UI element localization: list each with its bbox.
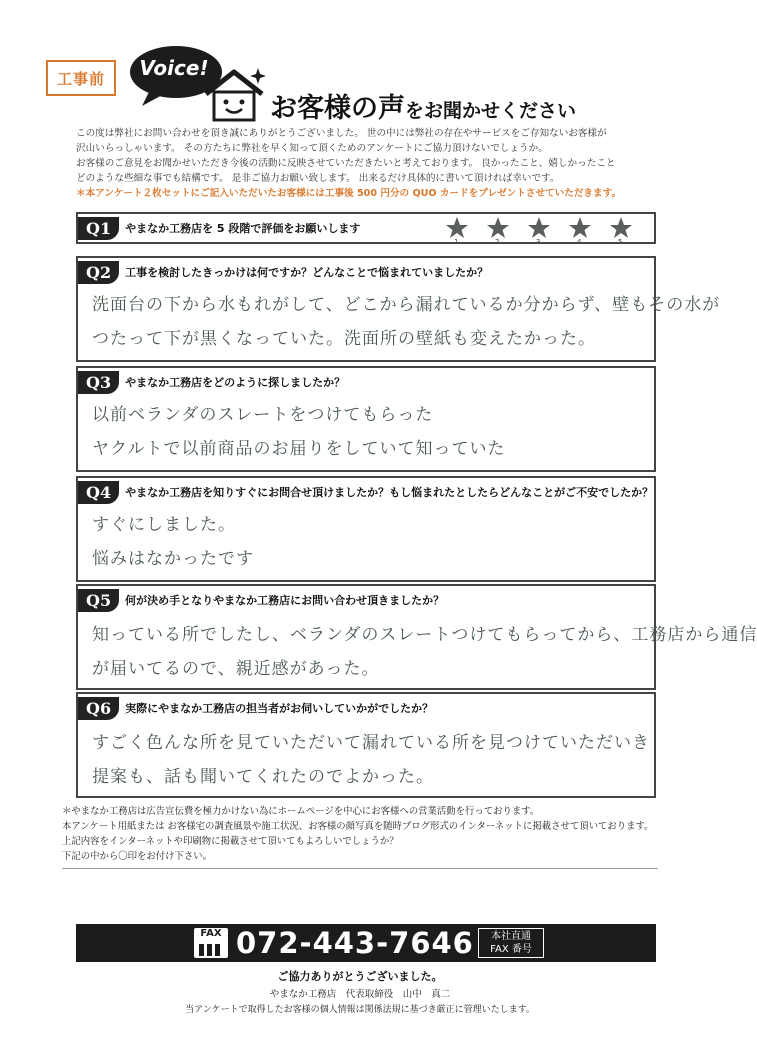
before-construction-label: 工事前: [46, 60, 116, 96]
intro-line: お客様のご意見をお聞かせいただき今後の活動に反映させていただきたいと考えております。 良かったこと、嬉しかったこと: [76, 158, 616, 169]
handwritten-answer: [92, 288, 721, 356]
question-number: Q1: [78, 217, 119, 240]
answer-line: 洗面台の下から水もれがして、どこから漏れているか分からず、壁もその水が: [92, 295, 721, 315]
star-icon: [568, 216, 592, 240]
fax-number: 072-443-7646: [236, 926, 474, 960]
question-box-q3: [76, 366, 656, 472]
star-icon: [445, 216, 469, 240]
question-header: [78, 586, 444, 614]
answer-line: 知っている所でしたし、ベランダのスレートつけてもらってから、工務店から通信: [92, 625, 757, 645]
handwritten-answer: [92, 618, 757, 686]
fax-tag-line: FAX 番号: [490, 944, 532, 955]
smiling-house-icon: [200, 64, 268, 124]
star-number: 1: [454, 238, 459, 246]
fax-tag-line: 本社直通: [491, 931, 531, 942]
question-header: [78, 368, 345, 396]
consent-notes: [62, 804, 682, 864]
fax-tag: [478, 928, 544, 958]
fax-icon-label: FAX: [200, 928, 222, 939]
footnote-line: 上記内容をインターネットや印刷物に掲載させて頂いてもよろしいでしょうか？: [62, 836, 399, 847]
star-number: 2: [495, 238, 500, 246]
star-number: 5: [618, 238, 623, 246]
footnote-line: ＊やまなか工務店は広告宣伝費を極力かけない為にホームページを中心にお客様への営業活動を行っております。: [62, 806, 540, 817]
intro-line: どのような些細な事でも結構です。 是非ご協力お願い致します。 出来るだけ具体的に書いて頂ければ幸いです。: [76, 173, 560, 184]
question-number: Q3: [78, 371, 119, 394]
star-icon: [486, 216, 510, 240]
footnote-line: 本アンケート用紙または お客様宅の調査風景や施工状況、お客様の顔写真を随時ブログ形式のインターネットに掲載させて頂いております。: [62, 821, 654, 832]
divider: [62, 868, 658, 869]
star-4: [568, 216, 595, 244]
question-box-q2: [76, 256, 721, 362]
star-2: [486, 216, 513, 244]
question-number: Q4: [78, 481, 119, 504]
question-box-q5: [76, 584, 757, 690]
star-number: 4: [577, 238, 582, 246]
fax-keypad-icon: [199, 944, 223, 956]
star-number: 3: [536, 238, 541, 246]
thanks-message: ご協力ありがとうございました。: [277, 970, 443, 983]
page-title: お客様の声をお聞かせください: [270, 93, 577, 124]
star-icon: [609, 216, 633, 240]
intro-line: この度は弊社にお問い合わせを頂き誠にありがとうございました。 世の中には弊社の存在やサービスをご存知ないお客様が: [76, 128, 607, 139]
answer-line: ヤクルトで以前商品のお届りをしていて知っていた: [92, 439, 506, 459]
question-number: Q6: [78, 697, 119, 720]
rating-box: [76, 212, 656, 244]
answer-line: すごく色んな所を見ていただいて漏れている所を見つけていただいき: [92, 733, 650, 753]
company-signature: やまなか工務店 代表取締役 山中 真二: [269, 989, 451, 1000]
footnote-line: 下記の中から〇印をお付け下さい。: [62, 851, 213, 862]
star-icon: [527, 216, 551, 240]
answer-line: 悩みはなかったです: [92, 549, 254, 569]
handwritten-answer: [92, 508, 644, 576]
question-header: [78, 214, 360, 242]
question-text: 工事を検討したきっかけは何ですか？どんなことで悩まれていましたか？: [125, 266, 489, 279]
question-number: Q5: [78, 589, 119, 612]
handwritten-answer: [92, 398, 644, 466]
answer-line: すぐにしました。: [92, 515, 236, 535]
star-5: [609, 216, 636, 244]
star-1: [445, 216, 472, 244]
rating-stars: [445, 216, 636, 244]
privacy-notice: 当アンケートで取得したお客様の個人情報は関係法規に基づき厳正に管理いたします。: [185, 1005, 535, 1015]
answer-line: つたって下が黒くなっていた。洗面所の壁紙も変えたかった。: [92, 329, 596, 349]
answer-line: が届いてるので、親近感があった。: [92, 659, 380, 679]
question-text: 何が決め手となりやまなか工務店にお問い合わせ頂きましたか？: [125, 594, 445, 607]
question-header: [78, 694, 433, 722]
question-text: やまなか工務店を 5 段階で評価をお願いします: [125, 222, 361, 235]
question-text: やまなか工務店を知りすぐにお問合せ頂けましたか？もし悩まれたとしたらどんなことがご不安でしたか？: [125, 486, 654, 499]
question-header: [78, 478, 653, 506]
question-text: やまなか工務店をどのように探しましたか？: [125, 376, 346, 389]
intro-paragraph: [76, 126, 686, 201]
question-box-q6: [76, 692, 656, 798]
handwritten-answer: [92, 726, 650, 794]
answer-line: 提案も、話も聞いてくれたのでよかった。: [92, 767, 434, 787]
question-number: Q2: [78, 261, 119, 284]
question-box-q4: [76, 476, 656, 582]
voice-label: Voice!: [139, 56, 209, 80]
intro-line: 沢山いらっしゃいます。 その方たちに弊社を早く知って頂くためのアンケートにご協力頂けないでしょうか。: [76, 143, 548, 154]
answer-line: 以前ベランダのスレートをつけてもらった: [92, 405, 434, 425]
question-text: 実際にやまなか工務店の担当者がお伺いしていかがでしたか？: [125, 702, 434, 715]
quo-card-notice: ＊本アンケート２枚セットにご記入いただいたお客様には工事後 500 円分の QUO カードをプレゼントさせていただきます。: [76, 188, 622, 199]
star-3: [527, 216, 554, 244]
question-header: [78, 258, 488, 286]
